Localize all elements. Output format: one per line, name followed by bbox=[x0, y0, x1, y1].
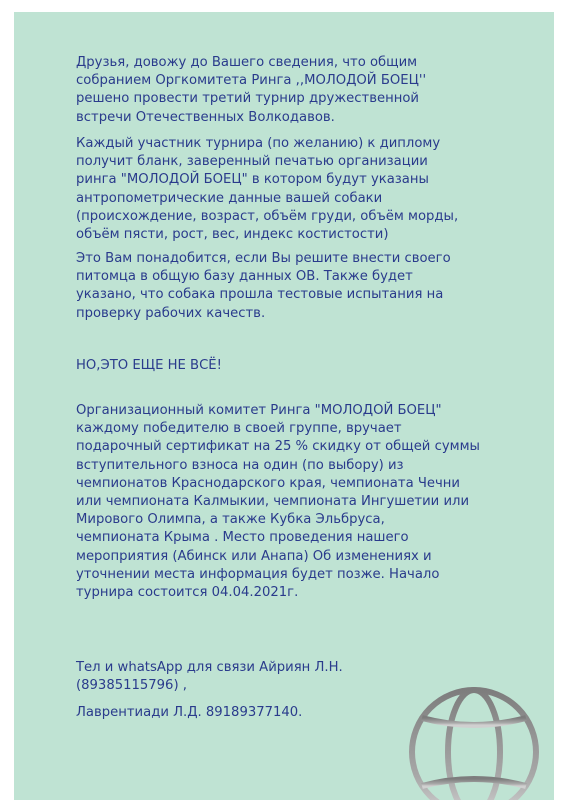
globe-icon bbox=[404, 682, 544, 800]
paragraph-not-all: НО,ЭТО ЕЩЕ НЕ ВСЁ! bbox=[76, 358, 222, 373]
paragraph-certificate: Организационный комитет Ринга "МОЛОДОЙ БОЕЦ" каждому победителю в своей группе, вручает подарочный сертификат на 25 % скидку от общей суммы вступительного взноса на один (по выбору) из чемпионатов Краснодарского края, чемпионата Чечни или чемпионата Калмыкии, чемпионата Ингушетии или Мирового Олимпа, а также Кубка Эльбруса, чемпионата Крыма . Место проведения нашего мероприятия (Абинск или Анапа) Об изменениях и уточнении места информация будет позже. Начало турнира состоится 04.04.2021г. bbox=[76, 403, 480, 601]
paragraph-diploma: Каждый участник турнира (по желанию) к диплому получит бланк, заверенный печатью организации ринга "МОЛОДОЙ БОЕЦ" в котором будут указаны антропометрические данные вашей собаки (происхождение, возраст, объём груди, объём морды, объём пясти, рост, вес, индекс костистости) bbox=[76, 136, 459, 243]
paragraph-contact-1: Тел и whatsApp для связи Айриян Л.Н. (89385115796) , bbox=[76, 660, 343, 694]
document-page bbox=[14, 12, 554, 800]
paragraph-database: Это Вам понадобится, если Вы решите внести своего питомца в общую базу данных ОВ. Также будет указано, что собака прошла тестовые испытания на проверку рабочих качеств. bbox=[76, 251, 451, 321]
paragraph-intro: Друзья, довожу до Вашего сведения, что общим собранием Оргкомитета Ринга ,,МОЛОДОЙ БОЕЦ'' решено провести третий турнир дружественной встречи Отечественных Волкодавов. bbox=[76, 55, 427, 125]
paragraph-contact-2: Лаврентиади Л.Д. 89189377140. bbox=[76, 705, 303, 720]
